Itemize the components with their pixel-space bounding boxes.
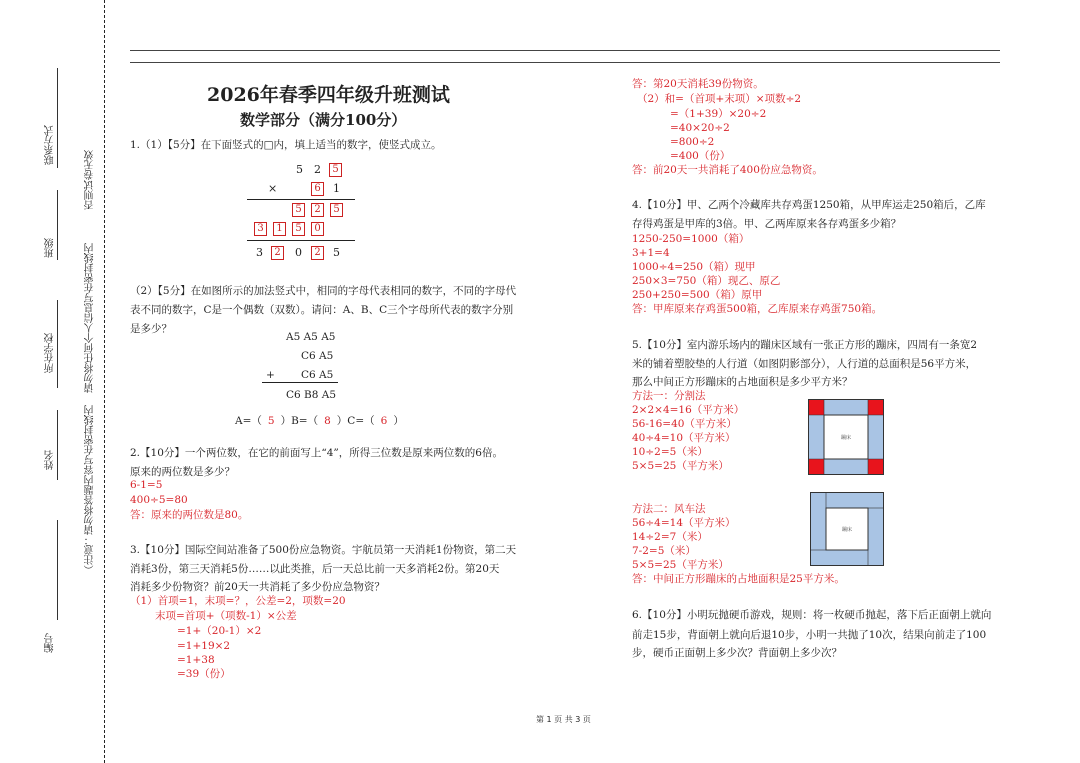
q6-line1: 6.【10分】小明玩抛硬币游戏，规则：将一枚硬币抛起，落下后正面朝上就向 xyxy=(632,609,992,621)
q1-part2-line3: 是多少？ xyxy=(130,323,172,335)
page-subtitle: 数学部分（满分100分） xyxy=(240,111,407,129)
class-label: 班级 xyxy=(45,238,56,258)
mult-answer-box: 3 xyxy=(254,222,267,236)
trampoline-split-figure xyxy=(808,399,884,475)
q4-answer: 答：甲库原来存鸡蛋500箱，乙库原来存鸡蛋750箱。 xyxy=(632,303,883,315)
addition-row: C6 A5 xyxy=(301,369,334,381)
q4-answer: 250×3=750（箱）现乙、原乙 xyxy=(632,275,781,287)
q5-method2-step: 14÷2=7（米） xyxy=(632,531,708,543)
q3-answer: （2）和=（首项+末项）×项数÷2 xyxy=(637,93,802,105)
q5-method1-step: 10÷2=5（米） xyxy=(632,446,708,458)
q5-method1-step: 40÷4=10（平方米） xyxy=(632,432,736,444)
mult-answer-box: 2 xyxy=(311,246,324,260)
q3-line2: 消耗3份，第三天消耗5份……以此类推，后一天总比前一天多消耗2份。第20天 xyxy=(130,563,500,575)
mult-answer-box: 0 xyxy=(311,222,324,236)
q4-answer: 3+1=4 xyxy=(632,247,670,259)
mult-answer-box: 5 xyxy=(292,203,305,217)
page-number: 第 1 页 共 3 页 xyxy=(536,715,591,724)
q3-answer: =40×20÷2 xyxy=(670,122,730,134)
q1-answer-line xyxy=(235,412,404,431)
mult-answer-box: 5 xyxy=(292,222,305,236)
q3-line3: 消耗多少份物资？前20天一共消耗了多少份应急物资？ xyxy=(130,581,385,593)
q6-line2: 前走15步，背面朝上就向后退10步，小明一共抛了10次，结果向前走了100 xyxy=(632,629,987,641)
answer-end: ） xyxy=(393,415,404,427)
q5-method2-step: 56÷4=14（平方米） xyxy=(632,517,736,529)
school-field-line xyxy=(57,300,58,388)
warning-note-a: 否则试卷无效 xyxy=(85,150,96,210)
answer-a-prefix: A=（ xyxy=(235,415,262,427)
name-field-line xyxy=(57,410,58,480)
q5-method2-step: 5×5=25（平方米） xyxy=(632,559,729,571)
q3-line1: 3.【10分】国际空间站准备了500份应急物资。宇航员第一天消耗1份物资，第二天 xyxy=(130,544,517,556)
q5-method1-step: 5×5=25（平方米） xyxy=(632,460,729,472)
school-label: 所在学校 xyxy=(45,333,56,373)
q5-method2-step: 7-2=5（米） xyxy=(632,545,696,557)
class-field-line xyxy=(57,190,58,260)
q3-answer: 末项=首项+（项数-1）×公差 xyxy=(155,610,297,622)
q5-line2: 米的铺着塑胶垫的人行道（如图阴影部分），人行道的总面积是56平方米， xyxy=(632,358,977,370)
q4-answer: 1250-250=1000（箱） xyxy=(632,233,750,245)
q5-method2-title: 方法二：风车法 xyxy=(632,503,706,515)
q3-answer: =400（份） xyxy=(670,150,731,162)
mult-answer-box: 6 xyxy=(311,182,324,196)
q2-line1: 2.【10分】一个两位数，在它的前面写上“4”，所得三位数是原来两位数的6倍。 xyxy=(130,447,503,459)
mult-answer-box: 2 xyxy=(271,246,284,260)
q5-method1-step: 56-16=40（平方米） xyxy=(632,418,737,430)
name-label: 姓名 xyxy=(45,450,56,470)
answer-c-prefix: ）C=（ xyxy=(336,415,375,427)
number-field-line xyxy=(57,520,58,620)
q3-answer: =1+19×2 xyxy=(177,640,231,652)
mult-digit: 5 xyxy=(296,163,303,176)
answer-b-prefix: ）B=（ xyxy=(280,415,319,427)
addition-rule xyxy=(262,382,338,383)
q3-answer: 答：前20天一共消耗了400份应急物资。 xyxy=(632,164,823,176)
q3-answer: =39（份） xyxy=(177,668,231,680)
q3-answer: =800÷2 xyxy=(670,136,715,148)
trampoline-label: 蹦床 xyxy=(841,527,853,533)
trampoline-label: 蹦床 xyxy=(840,435,852,441)
warning-note-c: （注意：请勿将答题内容写在密封线内 xyxy=(85,405,96,575)
q5-method1-step: 2×2×4=16（平方米） xyxy=(632,404,745,416)
q3-answer: =1+（20-1）×2 xyxy=(177,625,262,637)
q5-line3: 那么中间正方形蹦床的占地面积是多少平方米？ xyxy=(632,376,853,388)
q3-answer: （1）首项=1，末项=？，公差=2，项数=20 xyxy=(130,595,346,607)
mult-digit: 0 xyxy=(295,246,302,259)
q2-answer: 6-1=5 xyxy=(130,479,163,491)
number-label: 编号 xyxy=(45,633,56,653)
answer-a: 5 xyxy=(267,415,275,427)
q2-answer: 400÷5=80 xyxy=(130,494,188,506)
q1-part1-text: 1.（1）【5分】在下面竖式的□内，填上适当的数字，使竖式成立。 xyxy=(130,139,442,151)
q4-line2: 存得鸡蛋是甲库的3倍。甲、乙两库原来各存鸡蛋多少箱？ xyxy=(632,218,902,230)
q6-line3: 步，硬币正面朝上多少次？背面朝上多少次？ xyxy=(632,647,842,659)
mult-answer-box: 5 xyxy=(329,163,342,177)
mult-digit: 5 xyxy=(333,246,340,259)
times-sign: × xyxy=(268,182,278,195)
q5-line1: 5.【10分】室内游乐场内的蹦床区域有一张正方形的蹦床，四周有一条宽2 xyxy=(632,339,978,351)
q4-answer: 250+250=500（箱）原甲 xyxy=(632,289,763,301)
answer-b: 8 xyxy=(324,415,331,427)
mult-digit: 3 xyxy=(256,246,263,259)
mult-digit: 1 xyxy=(333,182,340,195)
mult-rule xyxy=(247,240,355,241)
plus-sign: + xyxy=(266,369,275,381)
addition-row: C6 A5 xyxy=(301,350,334,362)
addition-row: C6 B8 A5 xyxy=(286,389,337,401)
q3-answer: =（1+39）×20÷2 xyxy=(670,108,767,120)
binding-dashed-line xyxy=(104,0,105,763)
answer-c: 6 xyxy=(380,415,388,427)
mult-answer-box: 2 xyxy=(311,203,324,217)
header-rule-bottom xyxy=(130,62,1000,63)
q4-answer: 1000÷4=250（箱）现甲 xyxy=(632,261,756,273)
q2-answer: 答：原来的两位数是80。 xyxy=(130,509,249,521)
contact-field-line xyxy=(57,68,58,168)
contact-label: 联系方式 xyxy=(45,125,56,165)
q1-part2-line2: 表不同的数字，C是一个偶数（双数）。请问：A、B、C三个字母所代表的数字分别 xyxy=(130,304,514,316)
q5-method1-title: 方法一：分割法 xyxy=(632,390,706,402)
q3-answer: 答：第20天消耗39份物资。 xyxy=(632,78,764,90)
q1-part2-line1: （2）【5分】在如图所示的加法竖式中，相同的字母代表相同的数字，不同的字母代 xyxy=(130,285,517,297)
mult-digit: 2 xyxy=(314,163,321,176)
mult-rule xyxy=(247,199,355,200)
mult-answer-box: 5 xyxy=(330,203,343,217)
page-title: 2026年春季四年级升班测试 xyxy=(207,84,450,106)
header-rule-top xyxy=(130,50,1000,51)
q2-line2: 原来的两位数是多少？ xyxy=(130,466,235,478)
q3-answer: =1+38 xyxy=(177,654,215,666)
mult-answer-box: 1 xyxy=(273,222,286,236)
trampoline-windmill-figure xyxy=(810,492,884,566)
q5-answer: 答：中间正方形蹦床的占地面积是25平方米。 xyxy=(632,573,845,585)
warning-note-b: 请勿将任何个人信息写在密封线内 xyxy=(85,243,96,393)
q4-line1: 4.【10分】甲、乙两个冷藏库共存鸡蛋1250箱，从甲库运走250箱后，乙库 xyxy=(632,199,986,211)
addition-row: A5 A5 A5 xyxy=(286,331,336,343)
